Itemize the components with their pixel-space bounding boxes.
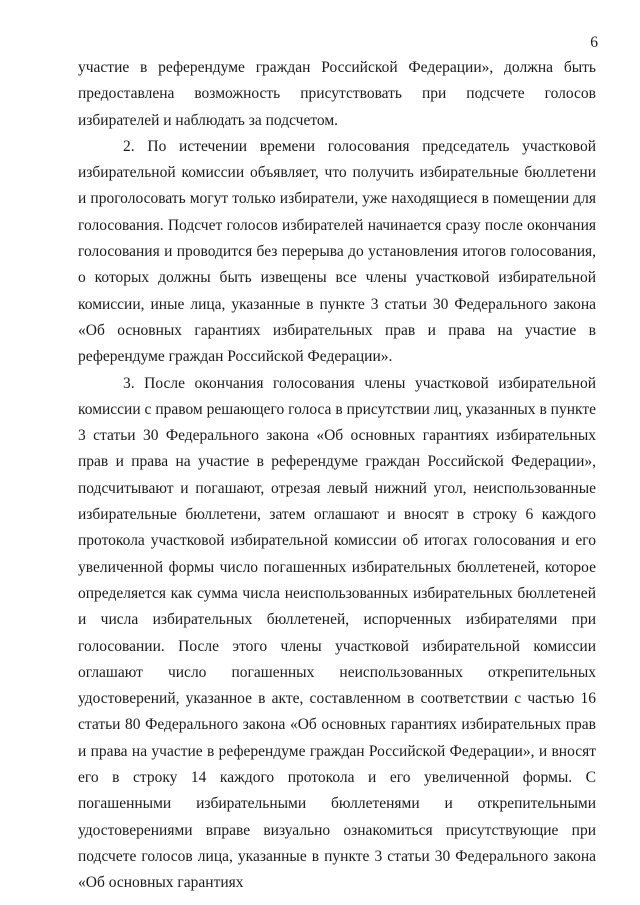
- paragraph-clause-2: 2. По истечении времени голосования председатель участковой избирательной комиссии объявляет, что получить избирательные бюллетени и проголосовать могут только избиратели, уже находящиеся в помещении для голосования. Подсчет голосов избирателей начинается сразу после окончания голосования и проводится без перерыва до установления итогов голосования, о которых должны быть извещены все члены участковой избирательной комиссии, иные лица, указанные в пункте 3 статьи 30 Федерального закона «Об основных гарантиях избирательных прав и права на участие в референдуме граждан Российской Федерации».: [78, 137, 596, 366]
- paragraph-clause-3: 3. После окончания голосования члены участковой избирательной комиссии с правом решающего голоса в присутствии лиц, указанных в пункте 3 статьи 30 Федерального закона «Об основных гарантиях избирательных прав и права на участие в референдуме граждан Российской Федерации», подсчитывают и погашают, отрезая левый нижний угол, неиспользованные избирательные бюллетени, затем оглашают и вносят в строку 6 каждого протокола участковой избирательной комиссии об итогах голосования и его увеличенной формы число погашенных избирательных бюллетеней, которое определяется как сумма числа неиспользованных избирательных бюллетеней и числа избирательных бюллетеней, испорченных избирателями при голосовании. После этого члены участковой избирательной комиссии оглашают число погашенных неиспользованных открепительных удостоверений, указанное в акте, составленном в соответствии с частью 16 статьи 80 Федерального закона «Об основных гарантиях избирательных прав и права на участие в референдуме граждан Российской Федерации», и вносят его в строку 14 каждого протокола и его увеличенной формы. С погашенными избирательными бюллетенями и открепительными удостоверениями вправе визуально ознакомиться присутствующие при подсчете голосов лица, указанные в пункте 3 статьи 30 Федерального закона «Об основных гарантиях: [78, 374, 596, 892]
- page-number: 6: [590, 34, 598, 51]
- document-body: [78, 55, 596, 897]
- paragraph-continuation: участие в референдуме граждан Российской Федерации», должна быть предоставлена возможность присутствовать при подсчете голосов избирателей и наблюдать за подсчетом.: [78, 59, 596, 129]
